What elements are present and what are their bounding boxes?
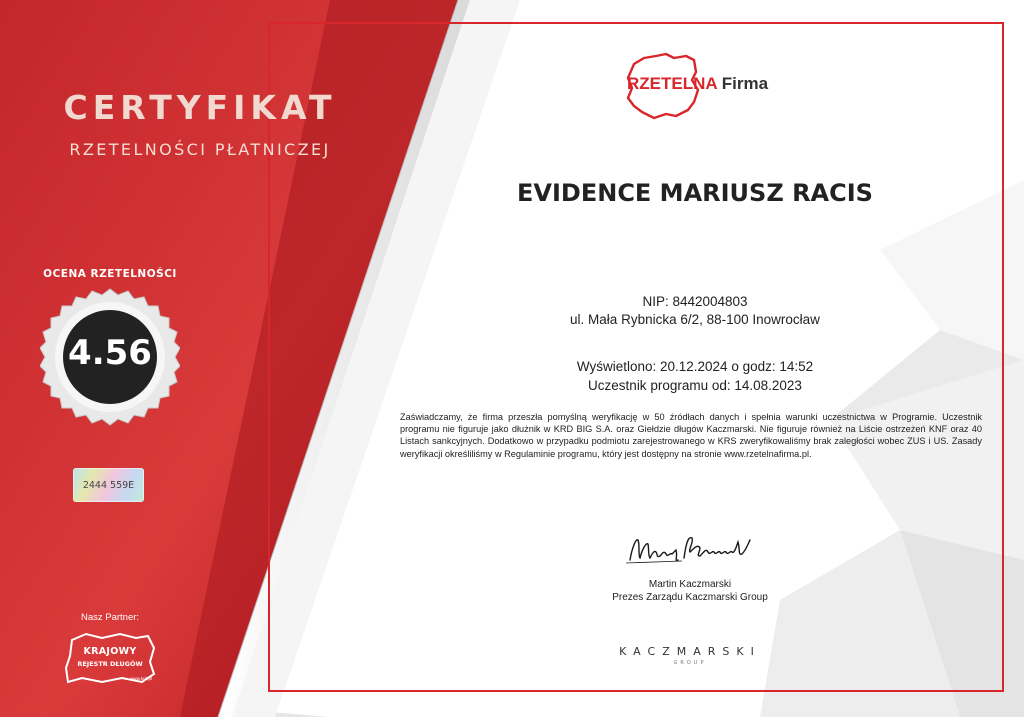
company-name: EVIDENCE MARIUSZ RACIS xyxy=(517,179,873,207)
krd-logo-line2: REJESTR DŁUGÓW xyxy=(77,660,143,668)
kaczmarski-logo-text: KACZMARSKI xyxy=(619,645,761,658)
displayed-timestamp: Wyświetlono: 20.12.2024 o godz: 14:52 xyxy=(576,359,814,374)
certification-statement: Zaświadczamy, że firma przeszła pomyślną weryfikację w 50 źródłach danych i spełnia warunki uczestnictwa w Programie. Uczestnik programu nie figuruje jako dłużnik w KRD BIG S.A. oraz Giełdzie długów Kaczmarski. Nie figuruje również na Liście ostrzeżeń KNF oraz 40 Listach sankcyjnych. Dodatkowo w przypadku podmiotu zarejestrowanego w KRS zweryfikowaliśmy brak zaległości wobec ZUS i US. Zasady weryfikacji określiliśmy w Regulaminie programu, który jest dostępny na stronie www.rzetelnafirma.pl. xyxy=(400,412,982,459)
signature-image xyxy=(622,530,762,570)
krd-logo-url: www.krd.pl xyxy=(130,676,152,681)
rating-label: OCENA RZETELNOŚCI xyxy=(43,268,177,280)
certificate-subtitle: RZETELNOŚCI PŁATNICZEJ xyxy=(69,140,331,159)
hologram-code: 2444 559E xyxy=(82,479,135,491)
krd-logo-line1: KRAJOWY xyxy=(83,646,137,657)
company-address: ul. Mała Rybnicka 6/2, 88-100 Inowrocław xyxy=(570,312,820,327)
company-nip: NIP: 8442004803 xyxy=(642,294,748,309)
signatory-name: Martin Kaczmarski xyxy=(648,579,732,590)
rzetelna-firma-logo xyxy=(627,74,768,94)
partner-label: Nasz Partner: xyxy=(80,612,140,623)
kaczmarski-group-text: GROUP xyxy=(673,660,707,666)
signatory-title: Prezes Zarządu Kaczmarski Group xyxy=(612,592,768,603)
member-since: Uczestnik programu od: 14.08.2023 xyxy=(588,378,802,393)
logo-text-part1: RZETELNA xyxy=(627,74,718,93)
logo-text-part2: Firma xyxy=(717,74,769,93)
certificate-title: CERTYFIKAT xyxy=(63,88,337,127)
rating-score: 4.56 xyxy=(68,333,152,373)
hologram-sticker xyxy=(73,468,144,502)
